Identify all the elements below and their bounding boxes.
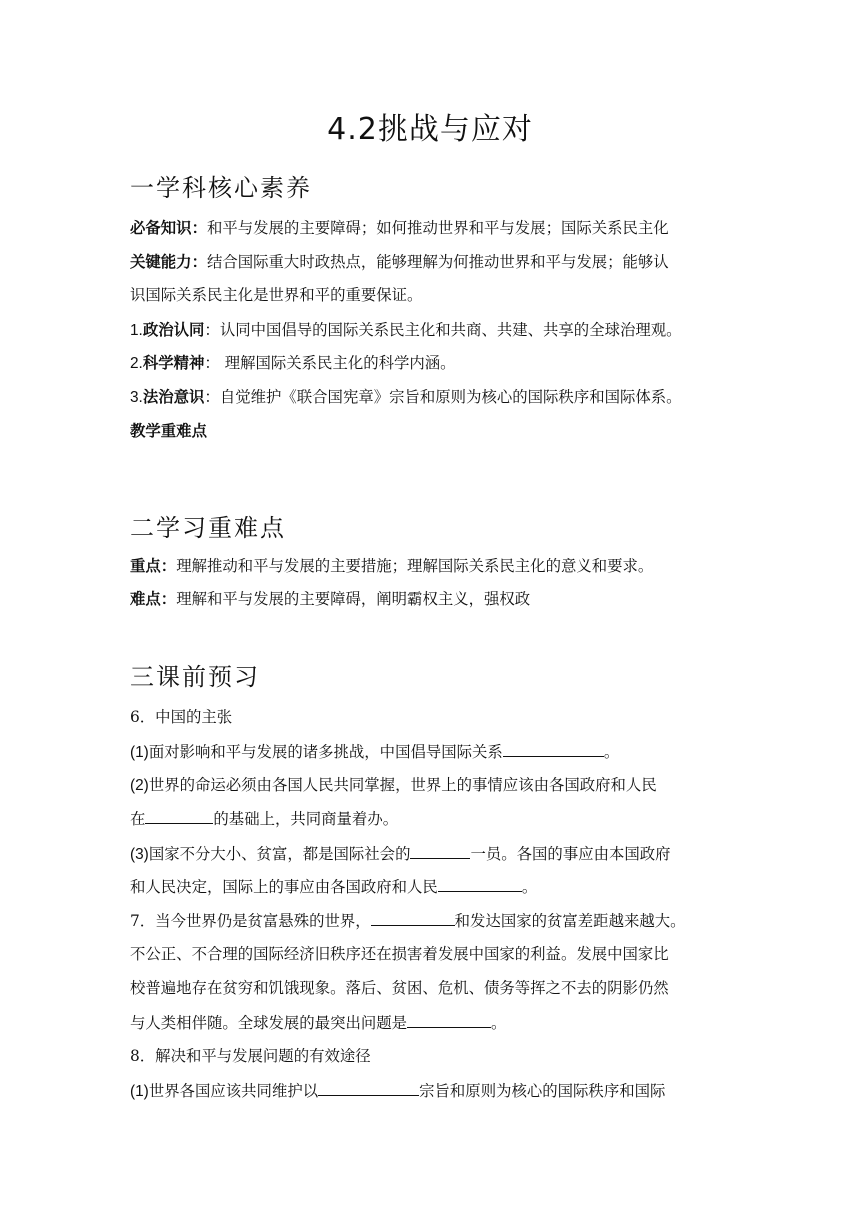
- key-point-label: 重点：: [130, 557, 177, 575]
- question-text: 国家不分大小、贫富，都是国际社会的: [148, 845, 411, 863]
- question-7-line-4: [130, 1012, 506, 1033]
- question-8-1: [130, 1080, 665, 1102]
- page-title: 4.2挑战与应对: [327, 112, 533, 147]
- question-6-3-cont: [130, 876, 537, 897]
- item-text: ：自觉维护《联合国宪章》宗旨和原则为核心的国际秩序和国际体系。: [204, 388, 682, 406]
- key-point-text: 理解推动和平与发展的主要措施；理解国际关系民主化的意义和要求。: [176, 557, 654, 575]
- item-text: ： 理解国际关系民主化的科学内涵。: [204, 354, 456, 372]
- knowledge-label: 必备知识：: [130, 219, 207, 237]
- teaching-key-points-label: 教学重难点: [130, 422, 207, 440]
- fill-blank[interactable]: [503, 741, 604, 757]
- question-7: [130, 910, 686, 931]
- question-6-3: [130, 843, 671, 865]
- question-text: 。: [491, 1014, 507, 1032]
- section-heading-key-points: 二学习重难点: [130, 514, 286, 542]
- question-6-2-cont: [130, 808, 398, 829]
- fill-blank[interactable]: [145, 808, 213, 824]
- question-text: 世界各国应该共同维护以: [148, 1082, 319, 1100]
- difficult-point-line: [130, 589, 530, 609]
- ability-line: [130, 252, 669, 272]
- item-number: 3.: [130, 389, 143, 406]
- fill-blank[interactable]: [407, 1012, 491, 1028]
- sub-number: (1): [130, 744, 149, 761]
- question-text: 在: [130, 810, 146, 828]
- question-8-title: 8．解决和平与发展问题的有效途径: [130, 1047, 371, 1065]
- knowledge-text: 和平与发展的主要障碍；如何推动世界和平与发展；国际关系民主化: [206, 219, 669, 237]
- fill-blank[interactable]: [371, 910, 455, 926]
- fill-blank[interactable]: [318, 1080, 419, 1096]
- question-text: 。: [603, 743, 620, 761]
- difficult-point-label: 难点：: [130, 590, 177, 608]
- question-text: 7．当今世界仍是贫富悬殊的世界，: [130, 912, 371, 930]
- question-6-1: [130, 741, 619, 763]
- sub-number: (2): [130, 777, 149, 794]
- ability-line-2: 识国际关系民主化是世界和平的重要保证。: [130, 286, 423, 304]
- section-heading-preview: 三课前预习: [130, 663, 260, 691]
- question-7-line-2: 不公正、不合理的国际经济旧秩序还在损害着发展中国家的利益。发展中国家比: [130, 945, 669, 963]
- sub-number: (1): [130, 1083, 149, 1100]
- question-text: 的基础上，共同商量着办。: [213, 810, 399, 828]
- section-heading-core-literacy: 一学科核心素养: [130, 174, 312, 202]
- question-text: 世界的命运必须由各国人民共同掌握，世界上的事情应该由各国政府和人民: [148, 776, 657, 794]
- fill-blank[interactable]: [410, 843, 470, 859]
- question-6-2: [130, 775, 657, 796]
- literacy-item-3: [130, 387, 682, 408]
- ability-label: 关键能力：: [130, 253, 207, 271]
- literacy-item-2: [130, 353, 456, 374]
- question-6-title: 6．中国的主张: [130, 708, 233, 726]
- question-text: 一员。各国的事应由本国政府: [470, 845, 671, 863]
- question-text: 和人民决定，国际上的事应由各国政府和人民: [130, 878, 438, 896]
- key-point-line: [130, 556, 653, 576]
- item-text: ：认同中国倡导的国际关系民主化和共商、共建、共享的全球治理观。: [204, 321, 682, 339]
- knowledge-line: [130, 218, 669, 238]
- question-text: 和发达国家的贫富差距越来越大。: [454, 912, 686, 930]
- ability-text: 结合国际重大时政热点，能够理解为何推动世界和平与发展；能够认: [206, 253, 669, 271]
- item-label: 科学精神: [142, 354, 205, 372]
- question-7-line-3: 校普遍地存在贫穷和饥饿现象。落后、贫困、危机、债务等挥之不去的阴影仍然: [130, 979, 669, 997]
- question-text: 宗旨和原则为核心的国际秩序和国际: [419, 1082, 666, 1100]
- fill-blank[interactable]: [438, 876, 522, 892]
- item-label: 法治意识: [142, 388, 205, 406]
- question-text: 面对影响和平与发展的诸多挑战，中国倡导国际关系: [148, 743, 503, 761]
- question-text: 与人类相伴随。全球发展的最突出问题是: [130, 1014, 408, 1032]
- difficult-point-text: 理解和平与发展的主要障碍，阐明霸权主义，强权政: [176, 590, 531, 608]
- item-number: 2.: [130, 355, 143, 372]
- item-number: 1.: [130, 322, 143, 339]
- literacy-item-1: [130, 320, 682, 341]
- question-text: 。: [521, 878, 538, 896]
- sub-number: (3): [130, 846, 149, 863]
- item-label: 政治认同: [142, 321, 205, 339]
